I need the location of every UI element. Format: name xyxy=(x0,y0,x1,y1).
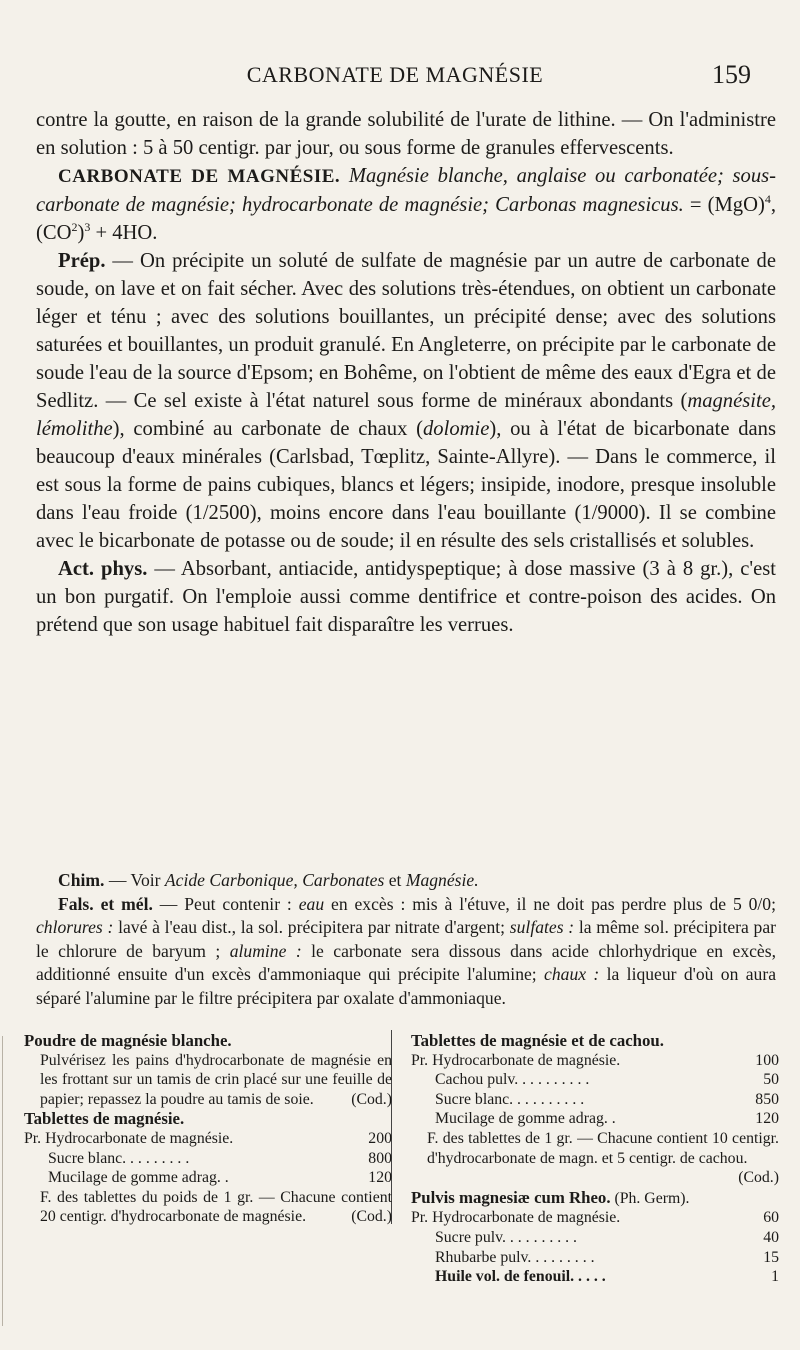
ingredient-value: 60 xyxy=(763,1209,779,1227)
ingredient-label: Rhubarbe pulv. . . . . . . . . xyxy=(435,1248,595,1266)
paragraph-carbonate-title xyxy=(36,162,776,247)
recipe-text-cachou xyxy=(411,1129,779,1187)
ingredient-row xyxy=(24,1168,392,1188)
recipe-source: (Cod.) xyxy=(738,1169,779,1187)
ingredient-row xyxy=(411,1090,779,1110)
paragraph-chimie xyxy=(36,869,776,893)
italic-run: dolomie xyxy=(423,418,490,440)
recipe-instructions: F. des tablettes de 1 gr. — Chacune contient 10 centigr. d'hydrocarbonate de magn. et 5 centigr. de cachou. xyxy=(427,1129,779,1167)
ingredient-value: 40 xyxy=(763,1228,779,1246)
ingredient-label: Cachou pulv. . . . . . . . . . xyxy=(435,1071,590,1089)
formula-sup: 2 xyxy=(71,220,78,235)
text-run: la même sol. précipitera par le chlorure de baryum ; xyxy=(36,917,776,961)
main-text xyxy=(36,106,776,639)
ingredient-value: 1 xyxy=(771,1268,779,1286)
section-lead-act: Act. phys. xyxy=(58,558,148,580)
text-run: ), combiné au carbonate de chaux ( xyxy=(112,418,423,440)
text-run: en excès : mis à l'étuve, il ne doit pas perdre plus de 5 0/0; xyxy=(324,893,776,914)
italic-run: Acide Carbonique, Carbonates xyxy=(164,870,385,890)
text-run: — On précipite un soluté de sulfate de magnésie par un autre de carbonate de soude, on lave et on fait sécher. Avec des solutions très-étendues, on obtient un carbonate léger et ténu ; avec des solutions bouillantes, un précipité dense; avec des solutions saturées et bouillantes, un produit granulé. En Angleterre, on précipite par le carbonate de soude l'eau de la source d'Epsom; en Bohême, on l'obtient de même des eaux d'Egra et de Sedlitz. — Ce sel existe à l'état naturel sous forme de minéraux abondants ( xyxy=(36,250,776,412)
italic-run: chlorures : xyxy=(36,917,114,938)
ingredient-value: 850 xyxy=(755,1090,779,1108)
page-number: 159 xyxy=(712,60,751,89)
section-lead-prep: Prép. xyxy=(58,250,106,272)
ingredient-row xyxy=(411,1109,779,1129)
text-run: — Peut contenir : xyxy=(152,893,299,914)
ingredient-value: 120 xyxy=(755,1110,779,1128)
text-run: — Absorbant, antiacide, antidyspeptique; à dose massive (3 à 8 gr.), c'est un bon purgatif. On l'emploie aussi comme dentifrice et contre-poison des acides. On prétend que son usage habituel fait disparaître les verrues. xyxy=(36,558,777,636)
ingredient-label: Sucre blanc. . . . . . . . . . xyxy=(435,1090,585,1108)
recipe-source: (Cod.) xyxy=(351,1208,392,1226)
ingredient-row xyxy=(411,1248,779,1268)
entry-heading: CARBONATE DE MAGNÉSIE. xyxy=(58,166,341,187)
ingredient-label: Pr. Hydrocarbonate de magnésie. xyxy=(24,1129,234,1147)
recipe-source: (Ph. Germ). xyxy=(614,1189,690,1207)
paragraph-continuation: contre la goutte, en raison de la grande solubilité de l'urate de lithine. — On l'administre en solution : 5 à 50 centigr. par jour, ou sous forme de granules effervescents. xyxy=(36,109,776,159)
paragraph-action xyxy=(36,555,776,639)
ingredient-label: Sucre pulv. . . . . . . . . . xyxy=(435,1228,578,1246)
text-run: lavé à l'eau dist., la sol. précipitera par nitrate d'argent; xyxy=(113,917,510,938)
italic-run: chaux : xyxy=(544,964,600,985)
recipe-title-poudre: Poudre de magnésie blanche. xyxy=(24,1031,232,1050)
formula-part: + 4HO. xyxy=(90,222,158,244)
paragraph-preparation xyxy=(36,247,776,555)
right-column xyxy=(411,1031,779,1287)
text-run: ), ou à l'état de bicarbonate dans beaucoup d'eaux minérales (Carlsbad, Tœplitz, Sainte-Allyre). — Dans le commerce, il est sous la forme de pains cubiques, blancs et légers; insipide, inodore, presque insoluble dans l'eau froide (1/2500), moins encore dans l'eau bouillante (1/9000). Il se combine avec le bicarbonate de potasse ou de soude; il en résulte des sels cristallisés et solubles. xyxy=(36,418,776,552)
ingredient-value: 15 xyxy=(763,1248,779,1266)
formula-sup: 3 xyxy=(84,220,91,235)
recipe-title-tablettes: Tablettes de magnésie. xyxy=(24,1109,185,1129)
ingredient-value: 100 xyxy=(755,1051,779,1069)
ingredient-label: Mucilage de gomme adrag. . xyxy=(48,1169,229,1187)
ingredient-row xyxy=(24,1129,392,1149)
paragraph-falsifications xyxy=(36,893,776,1011)
ingredient-value: 200 xyxy=(368,1129,392,1147)
left-column xyxy=(24,1031,392,1227)
ingredient-row xyxy=(411,1070,779,1090)
formula-part: , (CO xyxy=(36,194,776,244)
text-run: — Voir xyxy=(104,870,165,890)
recipe-instructions: Pulvérisez les pains d'hydrocarbonate de magnésie en les frottant sur un tamis de crin placé sur une feuille de papier; repassez la poudre au tamis de soie. xyxy=(40,1051,392,1108)
recipe-text-tablettes xyxy=(24,1188,392,1227)
italic-run: sulfates : xyxy=(509,917,575,938)
entry-synonyms: Magnésie blanche, anglaise ou carbonatée; sous-carbonate de magnésie; hydrocarbonate de magnésie; Carbonas magnesicus. xyxy=(36,165,776,216)
ingredient-row xyxy=(24,1149,392,1169)
formula-part: = (MgO) xyxy=(689,194,765,216)
page-edge-shadow xyxy=(2,1036,3,1326)
ingredient-row xyxy=(411,1228,779,1248)
running-title: CARBONATE DE MAGNÉSIE xyxy=(246,62,544,87)
formula-part: ) xyxy=(77,222,85,244)
ingredient-label: Pr. Hydrocarbonate de magnésie. xyxy=(411,1051,621,1069)
italic-run: Magnésie. xyxy=(405,870,479,890)
recipe-title-pulvis-line xyxy=(411,1188,779,1209)
recipe-text-poudre xyxy=(24,1051,392,1110)
text-run: la liqueur d'où on aura séparé l'alumine par le filtre précipitera par oxalate d'ammoniaque. xyxy=(36,964,777,1008)
text-run: et xyxy=(384,870,406,890)
ingredient-row xyxy=(411,1051,779,1071)
section-lead-fals: Fals. et mél. xyxy=(58,893,153,914)
ingredient-label: Mucilage de gomme adrag. . xyxy=(435,1110,616,1128)
text-run: le carbonate sera dissous dans acide chlorhydrique en excès, additionné ensuite d'un excès d'ammoniaque qui précipite l'alumine; xyxy=(36,940,776,985)
ingredient-value: 120 xyxy=(368,1169,392,1187)
italic-run: alumine : xyxy=(229,940,302,961)
ingredient-value: 800 xyxy=(368,1149,392,1167)
recipe-title-cachou: Tablettes de magnésie et de cachou. xyxy=(411,1031,664,1050)
italic-run: magnésite, lémolithe xyxy=(36,390,776,440)
ingredient-row xyxy=(411,1267,779,1287)
formula-sup: 4 xyxy=(764,192,771,207)
section-lead-chim: Chim. xyxy=(58,870,105,890)
small-print-section xyxy=(36,869,776,1011)
ingredient-label: Pr. Hydrocarbonate de magnésie. xyxy=(411,1209,621,1227)
ingredient-label: Huile vol. de fenouil. . . . . xyxy=(435,1268,606,1286)
ingredient-row xyxy=(411,1208,779,1228)
recipe-title-pulvis: Pulvis magnesiæ cum Rheo. xyxy=(411,1187,611,1207)
formulary-columns xyxy=(24,1031,779,1286)
ingredient-label: Sucre blanc. . . . . . . . . xyxy=(48,1149,190,1167)
recipe-instructions: F. des tablettes du poids de 1 gr. — Chacune contient 20 centigr. d'hydrocarbonate de magnésie. xyxy=(40,1188,392,1226)
italic-run: eau xyxy=(298,893,325,914)
recipe-source: (Cod.) xyxy=(351,1090,392,1108)
ingredient-value: 50 xyxy=(763,1071,779,1089)
